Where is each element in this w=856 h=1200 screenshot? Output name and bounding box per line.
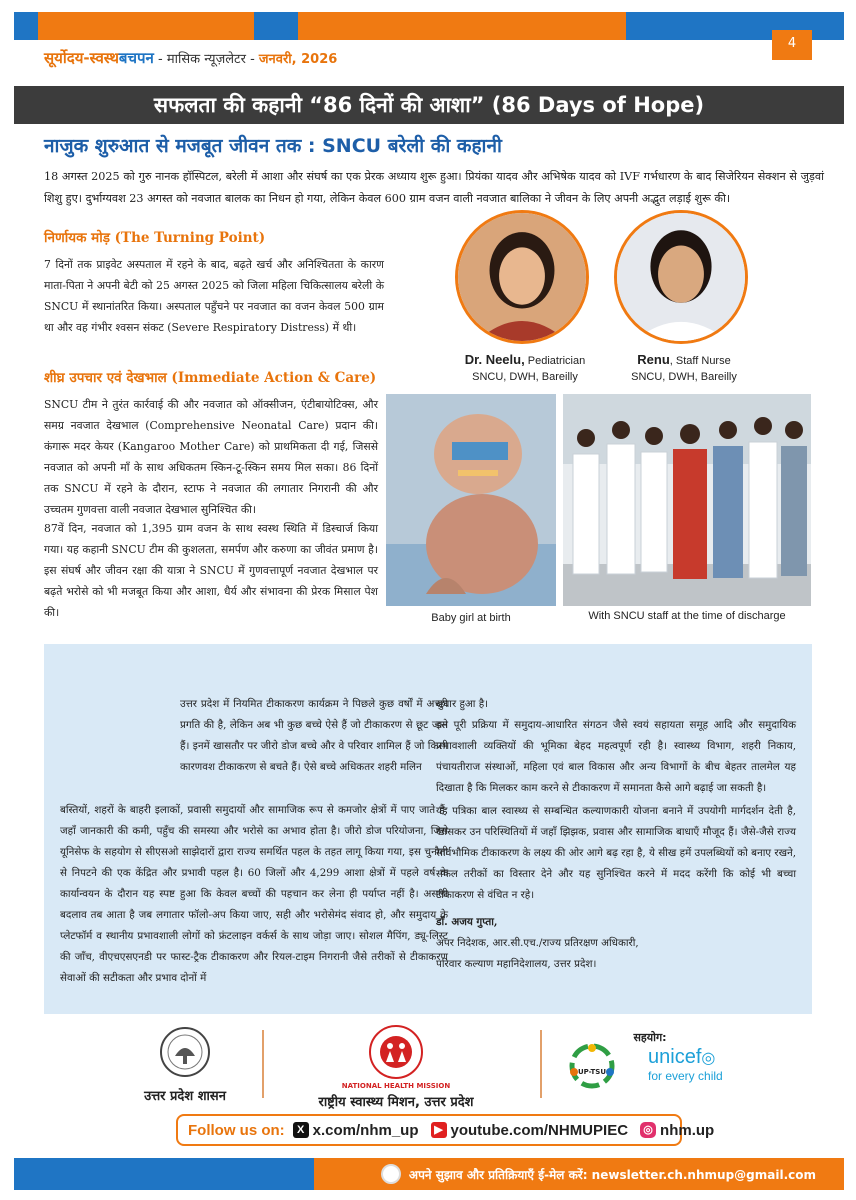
newsletter-brand <box>44 48 337 68</box>
doctor-neelu-role: Pediatrician <box>524 355 586 367</box>
immunization-para3: सुधार हुआ है। <box>436 698 489 710</box>
follow-us-bar <box>176 1114 715 1146</box>
brand-name-part1: सूर्योदय-स्वस्थ <box>44 49 119 67</box>
signature-department: परिवार कल्याण महानिदेशालय, उत्तर प्रदेश। <box>436 958 597 970</box>
discharge-photo-caption: With SNCU staff at the time of discharge <box>588 610 786 622</box>
up-tsu-text: UP-TSU <box>577 1068 607 1076</box>
immunization-para5: यह पत्रिका बाल स्वास्थ्य से सम्बन्धित कल्याणकारी योजना बनाने में उपयोगी मार्गदर्शन देती है, खासकर उन परिस्थितियों में जहाँ झिझक, प्रवास और सामाजिक बाधाएँ मौजूद हैं। जैसे-जैसे राज्य सार्वभौमिक टीकाकरण के लक्ष्य की ओर आगे बढ़ रहा है, ये सीख हमें उपलब्धियों को बनाए रखने, सफल तरीकों का विस्तार देने और यह सुनिश्चित करने में मदद करेंगी कि कोई भी बच्चा टीकाकरण से वंचित न रहे। <box>436 805 796 901</box>
turning-point-text: 7 दिनों तक प्राइवेट अस्पताल में रहने के बाद, बढ़ते खर्च और अनिश्चितता के कारण माता-पिता ने अपनी बेटी को 25 अगस्त 2025 को जिला महिला चिकित्सालय बरेली के SNCU में स्थानांतरित किया। अस्पताल पहुँचने पर नवजात का वजन केवल 500 ग्राम था और वह गंभीर श्वसन संकट (Severe Respiratory Distress) में थी। <box>44 258 384 334</box>
top-bar-blue-left <box>14 12 38 40</box>
unicef-tagline: for every child <box>648 1069 723 1083</box>
x-link[interactable]: X x.com/nhm_up <box>293 1122 419 1139</box>
top-bar-blue-mid <box>254 12 298 40</box>
unicef-logo <box>648 1046 744 1083</box>
up-govt-logo <box>120 1026 250 1104</box>
unicef-wordmark: unicef◎ <box>648 1046 716 1068</box>
doctor-neelu-caption <box>440 352 610 385</box>
immunization-para1: उत्तर प्रदेश में नियमित टीकाकरण कार्यक्रम ने पिछले कुछ वर्षों में अच्छी प्रगति की है, लेकिन अब भी कुछ बच्चे ऐसे हैं जो टीकाकरण से छूट जाते हैं। इनमें खासतौर पर जीरो डोज बच्चे और वे परिवार शामिल हैं जो किसी कारणवश टीकाकरण से बचते हैं। ऐसे बच्चे अधिकतर शहरी मलिन <box>180 698 448 773</box>
nurse-renu-unit: SNCU, DWH, Bareilly <box>631 371 737 383</box>
brand-name-part2: बचपन <box>118 49 154 67</box>
up-emblem-icon <box>159 1026 211 1078</box>
nhm-logo <box>276 1024 516 1110</box>
immediate-action-heading: शीघ्र उपचार एवं देखभाल (Immediate Action & Care) <box>44 370 377 386</box>
footer-bar-blue <box>14 1158 314 1190</box>
baby-photo-caption: Baby girl at birth <box>431 612 511 624</box>
doctor-neelu-unit: SNCU, DWH, Bareilly <box>472 371 578 383</box>
nhm-ring-text: NATIONAL HEALTH MISSION <box>341 1082 451 1090</box>
newsletter-type: - मासिक न्यूज़लेटर - <box>153 52 259 67</box>
nhm-emblem-icon <box>366 1024 426 1080</box>
story-heading: नाजुक शुरुआत से मजबूत जीवन तक : SNCU बरेली की कहानी <box>44 135 502 157</box>
immediate-action-text: SNCU टीम ने तुरंत कार्रवाई की और नवजात को ऑक्सीजन, एंटीबायोटिक्स, और समग्र नवजात देखभाल (Comprehensive Neonatal Care) प्रदान की। कंगारू मदर केयर (Kangaroo Mother Care) को प्राथमिकता दी गई, जिससे नवजात को अपनी माँ के साथ अधिकतम स्किन-टू-स्किन समय मिल सका। 86 दिनों तक SNCU में रहने के दौरान, स्टाफ ने नवजात की लगातार निगरानी की और उच्चतम गुणवत्ता वाली नवजात देखभाल सुनिश्चित की। <box>44 398 378 516</box>
issue-date: जनवरी, 2026 <box>258 52 338 67</box>
up-tsu-emblem-icon <box>564 1042 620 1092</box>
signature-designation: अपर निदेशक, आर.सी.एच./राज्य प्रतिरक्षण अधिकारी, <box>436 937 639 949</box>
nurse-renu-photo <box>614 210 748 344</box>
footer-bar-orange <box>314 1158 844 1190</box>
unicef-globe-icon: ◎ <box>701 1050 716 1067</box>
footer-bar <box>14 1158 844 1190</box>
youtube-icon: ▶ <box>431 1122 447 1138</box>
story-intro: 18 अगस्त 2025 को गुरु नानक हॉस्पिटल, बरेली में आशा और संघर्ष का एक प्रेरक अध्याय शुरू हुआ। प्रियंका यादव और अभिषेक यादव को IVF गर्भधारण के बाद सिजेरियन सेक्शन से जुड़वां शिशु हुए। दुर्भाग्यवश 23 अगस्त को नवजात बालक का निधन हो गया, लेकिन केवल 600 ग्राम वजन वाली नवजात बालिका ने जीवन के लिए अपनी अद्भुत लड़ाई शुरू की। <box>44 170 824 205</box>
nurse-renu-caption <box>600 352 768 385</box>
top-bar-orange-mid <box>298 12 626 40</box>
follow-us-label: Follow us on: <box>188 1121 285 1139</box>
page-number: 4 <box>772 30 812 60</box>
feedback-email-text[interactable]: अपने सुझाव और प्रतिक्रियाएँ ई-मेल करें: newsletter.ch.nhmup@gmail.com <box>408 1167 816 1182</box>
doctor-neelu-name: Dr. Neelu, <box>464 352 525 367</box>
nhm-label: राष्ट्रीय स्वास्थ्य मिशन, उत्तर प्रदेश <box>318 1095 474 1110</box>
discharge-text: 87वें दिन, नवजात को 1,395 ग्राम वजन के साथ स्वस्थ स्थिति में डिस्चार्ज किया गया। यह कहानी SNCU टीम की कुशलता, समर्पण और करुणा का जीवंत प्रमाण है। इस संघर्ष और जीवन रक्षा की यात्रा ने SNCU में गुणवत्तापूर्ण नवजात देखभाल पर बढ़ते भरोसे को भी मजबूत किया और आशा, धैर्य और संभावना की प्रेरक मिसाल पेश की। <box>44 522 378 619</box>
top-bar-orange-left <box>38 12 254 40</box>
immunization-para2: बस्तियों, शहरों के बाहरी इलाकों, प्रवासी समुदायों और सामाजिक रूप से कमजोर क्षेत्रों में पाए जाते हैं, जहाँ जानकारी की कमी, पहुँच की समस्या और भरोसे का अभाव होता है। जीरो डोज परियोजना, जिसे यूनिसेफ के सहयोग से सीएसओ साझेदारों द्वारा राज्य समर्थित पहल के तहत लागू किया गया, इस चुनौती से निपटने की एक केंद्रित और प्रभावी पहल है। 60 जिलों और 4,299 आशा क्षेत्रों में पहले वर्ष के कार्यान्वयन के दौरान यह स्पष्ट हुआ कि केवल बच्चों की पहचान कर लेना ही पर्याप्त नहीं है। असली बदलाव तब आता है जब लगातार फॉलो-अप किया जाए, सही और भरोसेमंद संवाद हो, और समुदाय के प्लेटफॉर्म व स्थानीय प्रभावशाली लोगों को फ्रंटलाइन वर्कर्स के साथ जोड़ा जाए। सोशल मैपिंग, ड्यू-लिस्ट की जाँच, वीएचएसएनडी पर फास्ट-ट्रैक टीकाकरण और रियल-टाइम निगरानी जैसे तरीकों से टीकाकरण सेवाओं की सटीकता और प्रभाव दोनों में <box>60 804 448 984</box>
doctor-neelu-photo <box>455 210 589 344</box>
immunization-col1-bottom <box>60 800 448 989</box>
instagram-icon: ◎ <box>640 1122 656 1138</box>
support-label: सहयोग: <box>633 1031 667 1044</box>
signature-name: डॉ. अजय गुप्ता, <box>436 916 498 928</box>
instagram-link[interactable]: ◎ nhm.up <box>640 1122 714 1139</box>
discharge-staff-photo <box>563 394 811 606</box>
top-color-bar <box>14 12 844 40</box>
immunization-para4: इस पूरी प्रक्रिया में समुदाय-आधारित संगठन जैसे स्वयं सहायता समूह आदि और समुदायिक प्रभावशाली व्यक्तियों की भूमिका बेहद महत्वपूर्ण रही है। स्वास्थ्य विभाग, शहरी निकाय, पंचायतीराज संस्थाओं, महिला एवं बाल विकास और अन्य विभागों के बीच बेहतर तालमेल यह दिखाता है कि मिलकर काम करने से टीकाकरण में समानता कैसे आगे बढ़ाई जा सकती है। <box>436 719 796 794</box>
immunization-col2 <box>436 694 796 975</box>
up-tsu-logo <box>562 1042 622 1076</box>
youtube-link[interactable]: ▶ youtube.com/NHMUPIEC <box>431 1122 629 1139</box>
immunization-col1-top <box>180 694 448 778</box>
nurse-renu-name: Renu <box>637 352 670 367</box>
logo-divider-1 <box>262 1030 264 1098</box>
x-icon: X <box>293 1122 309 1138</box>
footer-emblem-icon <box>381 1164 401 1184</box>
baby-at-birth-photo <box>386 394 556 606</box>
story-banner: सफलता की कहानी “86 दिनों की आशा” (86 Days of Hope) <box>14 86 844 124</box>
up-govt-label: उत्तर प्रदेश शासन <box>144 1089 226 1104</box>
nurse-renu-role: , Staff Nurse <box>669 355 731 367</box>
turning-point-heading: निर्णायक मोड़ (The Turning Point) <box>44 230 266 246</box>
logo-divider-2 <box>540 1030 542 1098</box>
